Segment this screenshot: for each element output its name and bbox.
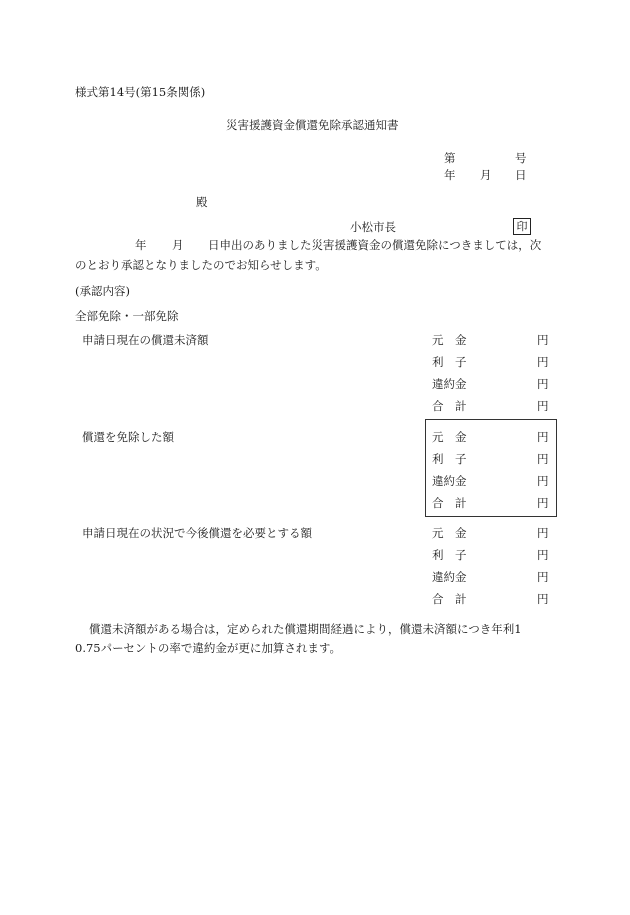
body-line2: のとおり承認となりましたのでお知らせします。 — [75, 258, 327, 272]
section-label-remaining: 申請日現在の状況で今後償還を必要とする額 — [82, 526, 312, 540]
row-total-unit: 円 — [537, 399, 549, 413]
row-principal-name: 元 金 — [432, 430, 467, 444]
document-title: 災害援護資金償還免除承認通知書 — [226, 118, 399, 132]
row-interest-unit: 円 — [537, 355, 549, 369]
row-principal-name: 元 金 — [432, 333, 467, 347]
section-label-unpaid: 申請日現在の償還未済額 — [82, 333, 209, 347]
row-penalty-unit: 円 — [537, 474, 549, 488]
row-principal-unit: 円 — [537, 526, 549, 540]
row-penalty-unit: 円 — [537, 570, 549, 584]
row-penalty-name: 違約金 — [432, 377, 467, 391]
body-month: 月 — [172, 238, 184, 252]
row-interest-name: 利 子 — [432, 548, 467, 562]
row-principal-name: 元 金 — [432, 526, 467, 540]
date-month: 月 — [480, 168, 492, 182]
addressee-honorific: 殿 — [196, 195, 208, 209]
row-penalty-unit: 円 — [537, 377, 549, 391]
seal-mark: 印 — [513, 218, 531, 235]
form-number: 様式第14号(第15条関係) — [75, 85, 206, 99]
row-total-name: 合 計 — [432, 496, 467, 510]
approval-heading: (承認内容) — [75, 284, 130, 298]
date-day: 日 — [515, 168, 527, 182]
note-line1: 償還未済額がある場合は，定められた償還期間経過により，償還未済額につき年利1 — [89, 622, 522, 636]
row-interest-name: 利 子 — [432, 452, 467, 466]
row-total-name: 合 計 — [432, 592, 467, 606]
doc-number-dai: 第 — [444, 151, 456, 165]
row-interest-unit: 円 — [537, 548, 549, 562]
body-line1: 日申出のありました災害援護資金の償還免除につきましては，次 — [208, 238, 542, 252]
row-principal-unit: 円 — [537, 430, 549, 444]
row-total-name: 合 計 — [432, 399, 467, 413]
note-line2: 0.75パーセントの率で違約金が更に加算されます。 — [75, 641, 341, 655]
row-principal-unit: 円 — [537, 333, 549, 347]
sender-name: 小松市長 — [350, 220, 396, 234]
row-interest-name: 利 子 — [432, 355, 467, 369]
approval-type: 全部免除・一部免除 — [75, 309, 179, 323]
body-year: 年 — [135, 238, 147, 252]
row-penalty-name: 違約金 — [432, 474, 467, 488]
row-penalty-name: 違約金 — [432, 570, 467, 584]
doc-number-go: 号 — [515, 151, 527, 165]
date-year: 年 — [444, 168, 456, 182]
section-label-exempted: 償還を免除した額 — [82, 430, 174, 444]
row-total-unit: 円 — [537, 592, 549, 606]
row-total-unit: 円 — [537, 496, 549, 510]
row-interest-unit: 円 — [537, 452, 549, 466]
